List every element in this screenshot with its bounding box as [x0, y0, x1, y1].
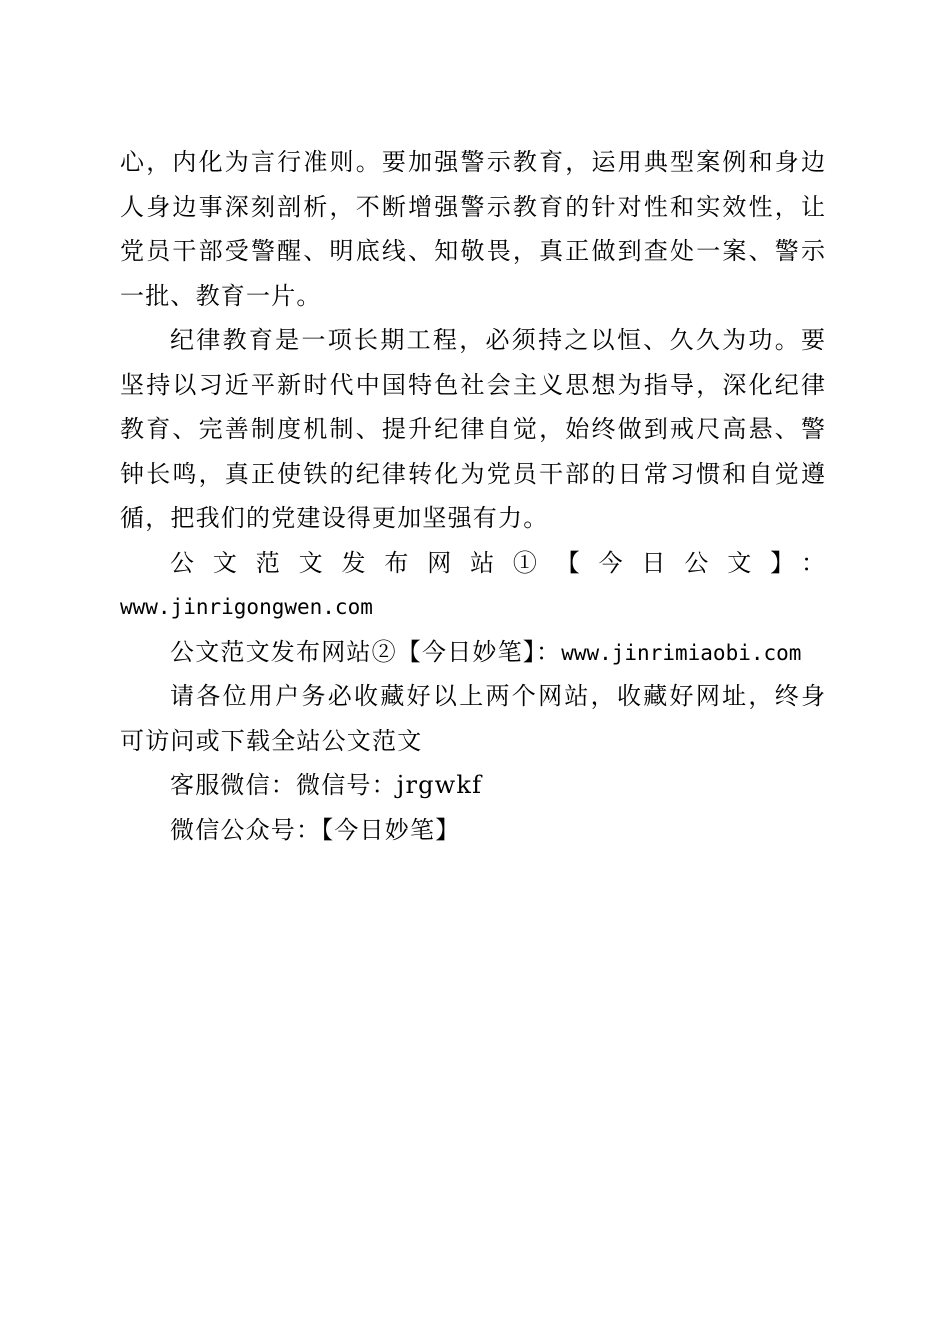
- text-line: 教育、完善制度机制、提升纪律自觉，始终做到戒尺高悬、警: [120, 415, 825, 443]
- text-line: 钟长鸣，真正使铁的纪律转化为党员干部的日常习惯和自觉遵: [120, 459, 825, 488]
- document-page: [120, 140, 825, 852]
- text-line: 纪律教育是一项长期工程，必须持之以恒、久久为功。要: [170, 326, 825, 354]
- paragraph-2: [120, 318, 825, 541]
- text-line: 心，内化为言行准则。要加强警示教育，运用典型案例和身边: [120, 148, 825, 176]
- text-line: 循，把我们的党建设得更加坚强有力。: [120, 504, 549, 532]
- notice-line: 可访问或下载全站公文范文: [120, 726, 423, 755]
- site2-line: [120, 630, 825, 675]
- site2-url[interactable]: www.jinrimiaobi.com: [561, 640, 802, 665]
- text-line: 人身边事深刻剖析，不断增强警示教育的针对性和实效性，让: [120, 192, 825, 221]
- notice-line: 请各位用户务必收藏好以上两个网站，收藏好网址，终身: [170, 682, 825, 710]
- site1-label: 公文范文发布网站①【今日公文】：: [170, 548, 825, 577]
- site1-url[interactable]: www.jinrigongwen.com: [120, 595, 373, 619]
- site2-label: 公文范文发布网站②【今日妙笔】：: [170, 637, 562, 666]
- paragraph-1: [120, 140, 825, 318]
- official-account: 微信公众号：【今日妙笔】: [170, 815, 461, 844]
- text-line: 党员干部受警醒、明底线、知敬畏，真正做到查处一案、警示: [120, 237, 825, 265]
- text-line: 坚持以习近平新时代中国特色社会主义思想为指导，深化纪律: [120, 370, 825, 399]
- service-wechat: 客服微信：微信号：jrgwkf: [170, 771, 483, 799]
- text-line: 一批、教育一片。: [120, 281, 322, 310]
- footer-notice: [120, 541, 825, 853]
